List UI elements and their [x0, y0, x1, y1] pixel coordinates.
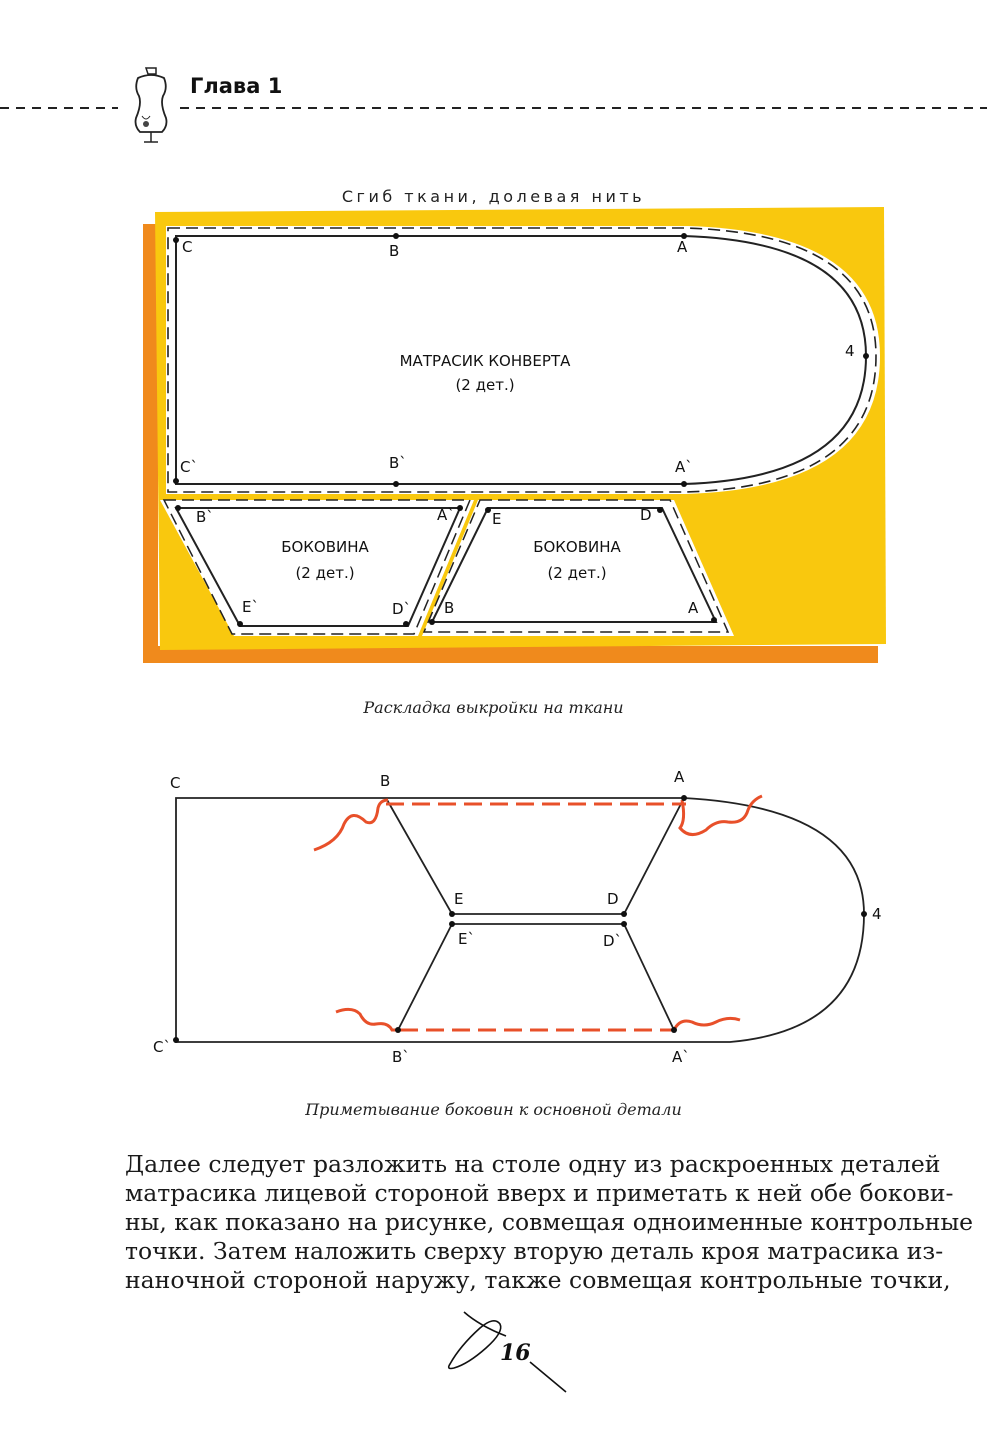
label-c2: C`: [153, 1038, 171, 1056]
side-upper-outline: [386, 798, 684, 914]
label-c: C: [182, 238, 193, 256]
fold-label: Сгиб ткани, долевая нить: [341, 187, 646, 206]
body-line: наночной стороной наружу, также совмещая контрольные точки,: [125, 1266, 951, 1294]
side-right-qty: (2 дет.): [547, 564, 607, 582]
main-piece-outline: [176, 798, 864, 1042]
label-4: 4: [872, 905, 882, 923]
thread-upper-left: [314, 800, 388, 850]
label-sr-b: B: [444, 599, 455, 617]
label-sr-e: E: [492, 510, 502, 528]
body-line: точки. Затем наложить сверху вторую деталь кроя матрасика из-: [125, 1237, 944, 1265]
figure2-caption: Приметывание боковин к основной детали: [305, 1100, 682, 1119]
label-a2: A`: [675, 458, 693, 476]
body-paragraph: [125, 1150, 974, 1295]
body-line: ны, как показано на рисунке, совмещая одноименные контрольные: [125, 1208, 974, 1236]
label-d: D: [607, 890, 619, 908]
label-b: B: [389, 242, 400, 260]
label-e2: E`: [458, 930, 475, 948]
dress-form-icon: [124, 66, 178, 144]
label-b2: B`: [392, 1048, 410, 1066]
label-sl-b: B`: [196, 508, 214, 526]
label-sl-a: A`: [437, 506, 455, 524]
thread-lower-left: [336, 1009, 400, 1030]
main-piece-qty: (2 дет.): [455, 376, 515, 394]
layout-diagram: [0, 200, 987, 670]
side-left-title: БОКОВИНА: [281, 538, 369, 556]
page-header: [0, 60, 987, 140]
label-e: E: [454, 890, 464, 908]
label-a: A: [674, 768, 685, 786]
body-line: матрасика лицевой стороной вверх и приметать к ней обе бокови-: [125, 1179, 954, 1207]
figure1-caption: Раскладка выкройки на ткани: [363, 698, 624, 717]
side-lower-outline: [398, 924, 674, 1030]
body-line: Далее следует разложить на столе одну из раскроенных деталей: [125, 1150, 941, 1178]
label-sl-e: E`: [242, 598, 259, 616]
page-number: 16: [500, 1340, 531, 1366]
label-sl-d: D`: [392, 600, 412, 618]
main-piece-title: МАТРАСИК КОНВЕРТА: [399, 352, 571, 370]
side-left-qty: (2 дет.): [295, 564, 355, 582]
label-c: C: [170, 774, 181, 792]
label-sr-a: A: [688, 599, 699, 617]
label-4: 4: [845, 342, 855, 360]
label-d2: D`: [603, 932, 623, 950]
basting-diagram: [0, 760, 987, 1080]
label-c2: C`: [180, 458, 198, 476]
label-sr-d: D: [640, 506, 652, 524]
label-b2: B`: [389, 454, 407, 472]
label-b: B: [380, 772, 391, 790]
label-a: A: [677, 238, 688, 256]
thread-lower-right: [674, 1018, 740, 1030]
chapter-title: Глава 1: [190, 74, 283, 98]
label-a2: A`: [672, 1048, 690, 1066]
side-right-title: БОКОВИНА: [533, 538, 621, 556]
